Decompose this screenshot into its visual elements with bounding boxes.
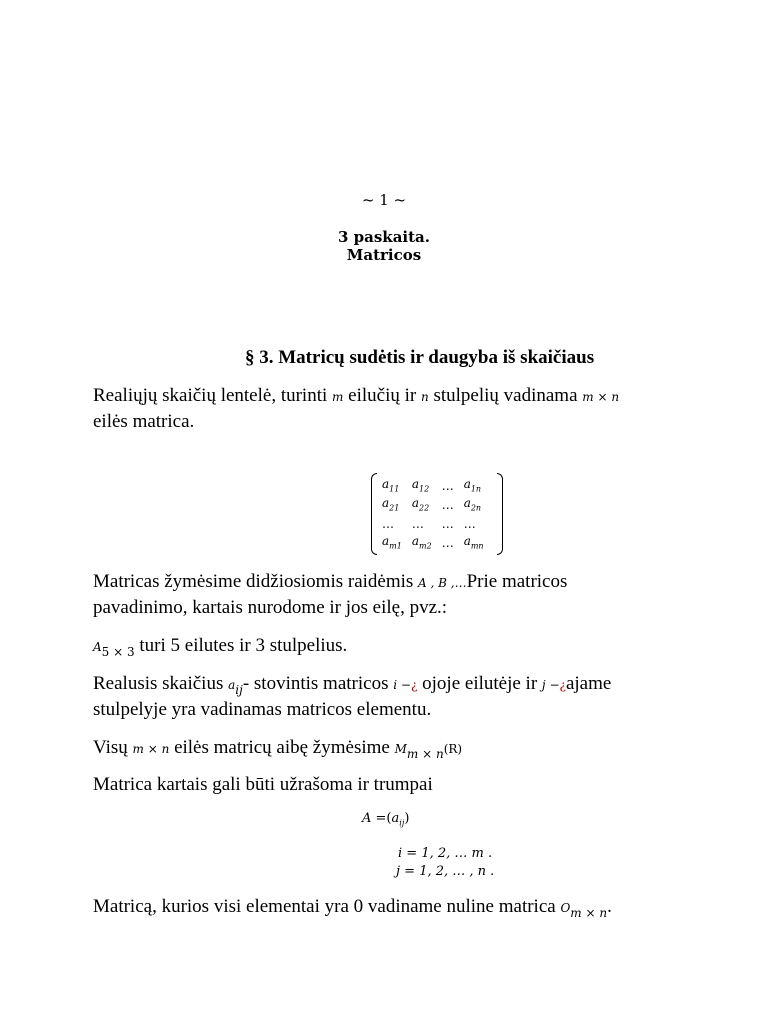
matrix-cell: $a_{m1}$	[382, 534, 402, 551]
glyph-error: ¿	[410, 678, 418, 692]
formula-i-range: i = 1, 2, … m .	[398, 846, 493, 861]
text: Visų	[93, 737, 133, 758]
glyph-error: ¿	[559, 678, 566, 692]
math-sub: m × n	[406, 746, 444, 761]
math-A: A	[93, 640, 102, 654]
math-n: n	[420, 390, 429, 404]
paragraph-zero-matrix	[93, 894, 612, 926]
formula-matrix: $A =(a_{ij})$	[362, 811, 410, 828]
lecture-topic: Matricos	[346, 246, 422, 264]
math-R: (R)	[443, 742, 463, 756]
text: Prie matricos	[466, 571, 568, 592]
text: Realiųjų skaičių lentelė, turinti	[93, 385, 333, 406]
matrix-cell: $a_{12}$	[411, 477, 430, 494]
paragraph-notation-line2: pavadinimo, kartais nurodome ir jos eilę, pvz.:	[93, 597, 448, 618]
matrix-cell: …	[441, 535, 454, 550]
matrix-cell: $a_{1n}$	[463, 477, 482, 494]
paragraph-definition	[93, 383, 619, 410]
math-sub: 5 × 3	[101, 644, 135, 659]
section-title: § 3. Matricų sudėtis ir daugyba iš skaičiaus	[245, 347, 595, 368]
paragraph-set	[93, 735, 462, 767]
text: - stovintis matricos	[242, 673, 394, 694]
matrix-cell: …	[441, 497, 454, 512]
text: ajame	[565, 673, 612, 694]
math-lhs: A =	[362, 811, 387, 826]
formula-j-range: j = 1, 2, … , n .	[396, 864, 495, 879]
text: Realusis skaičius	[93, 673, 229, 694]
math-a: a	[228, 678, 236, 692]
paragraph-element-line2: stulpelyje yra vadinamas matricos elementu.	[93, 699, 432, 720]
math-M: M	[394, 742, 407, 756]
text: ojoje eilutėje ir	[417, 673, 542, 694]
math-sub: ij	[399, 818, 405, 828]
matrix-cell: $a_{11}$	[382, 477, 400, 494]
text: eilės matricų aibę žymėsime	[169, 737, 395, 758]
matrix-cell: $a_{21}$	[382, 496, 400, 513]
matrix-cell: $a_{2n}$	[463, 496, 482, 513]
matrix-cell: …	[382, 516, 394, 531]
matrix-cell: $a_{mn}$	[463, 534, 484, 551]
matrix-table	[377, 476, 489, 552]
lecture-label: 3 paskaita.	[338, 228, 430, 246]
math-i: i −	[393, 678, 411, 692]
matrix-cell: …	[411, 516, 424, 531]
paragraph-example	[93, 633, 347, 665]
math-mxn: m × n	[582, 390, 620, 404]
text: .	[607, 896, 612, 917]
text: Matricą, kurios visi elementai yra 0 vadiname nuline matrica	[93, 896, 561, 917]
math-m: m	[332, 390, 344, 404]
math-a: a	[391, 811, 400, 826]
text: turi 5 eilutes ir 3 stulpelius.	[134, 635, 348, 656]
math-aij: ij	[235, 682, 243, 697]
right-bracket	[497, 473, 503, 555]
paragraph-short-form: Matrica kartais gali būti užrašoma ir trumpai	[93, 774, 433, 795]
matrix-cell: …	[441, 478, 454, 493]
math-sub: m × n	[570, 905, 608, 920]
math-AB: A , B ,…	[418, 576, 467, 590]
paragraph-notation	[93, 569, 567, 596]
text: Matricas žymėsime didžiosiomis raidėmis	[93, 571, 419, 592]
math-O: O	[560, 901, 571, 915]
text: eilučių ir	[343, 385, 421, 406]
math-j: j −	[541, 678, 560, 692]
text: stulpelių vadinama	[428, 385, 583, 406]
paragraph-definition-line2: eilės matrica.	[93, 411, 195, 432]
general-matrix	[371, 473, 503, 555]
matrix-cell: …	[463, 516, 476, 531]
matrix-cell: $a_{m2}$	[411, 534, 432, 551]
math-mxn: m × n	[132, 742, 170, 756]
matrix-cell: $a_{22}$	[411, 496, 430, 513]
matrix-cell: …	[441, 516, 454, 531]
page-number: ~ 1 ~	[361, 191, 407, 209]
